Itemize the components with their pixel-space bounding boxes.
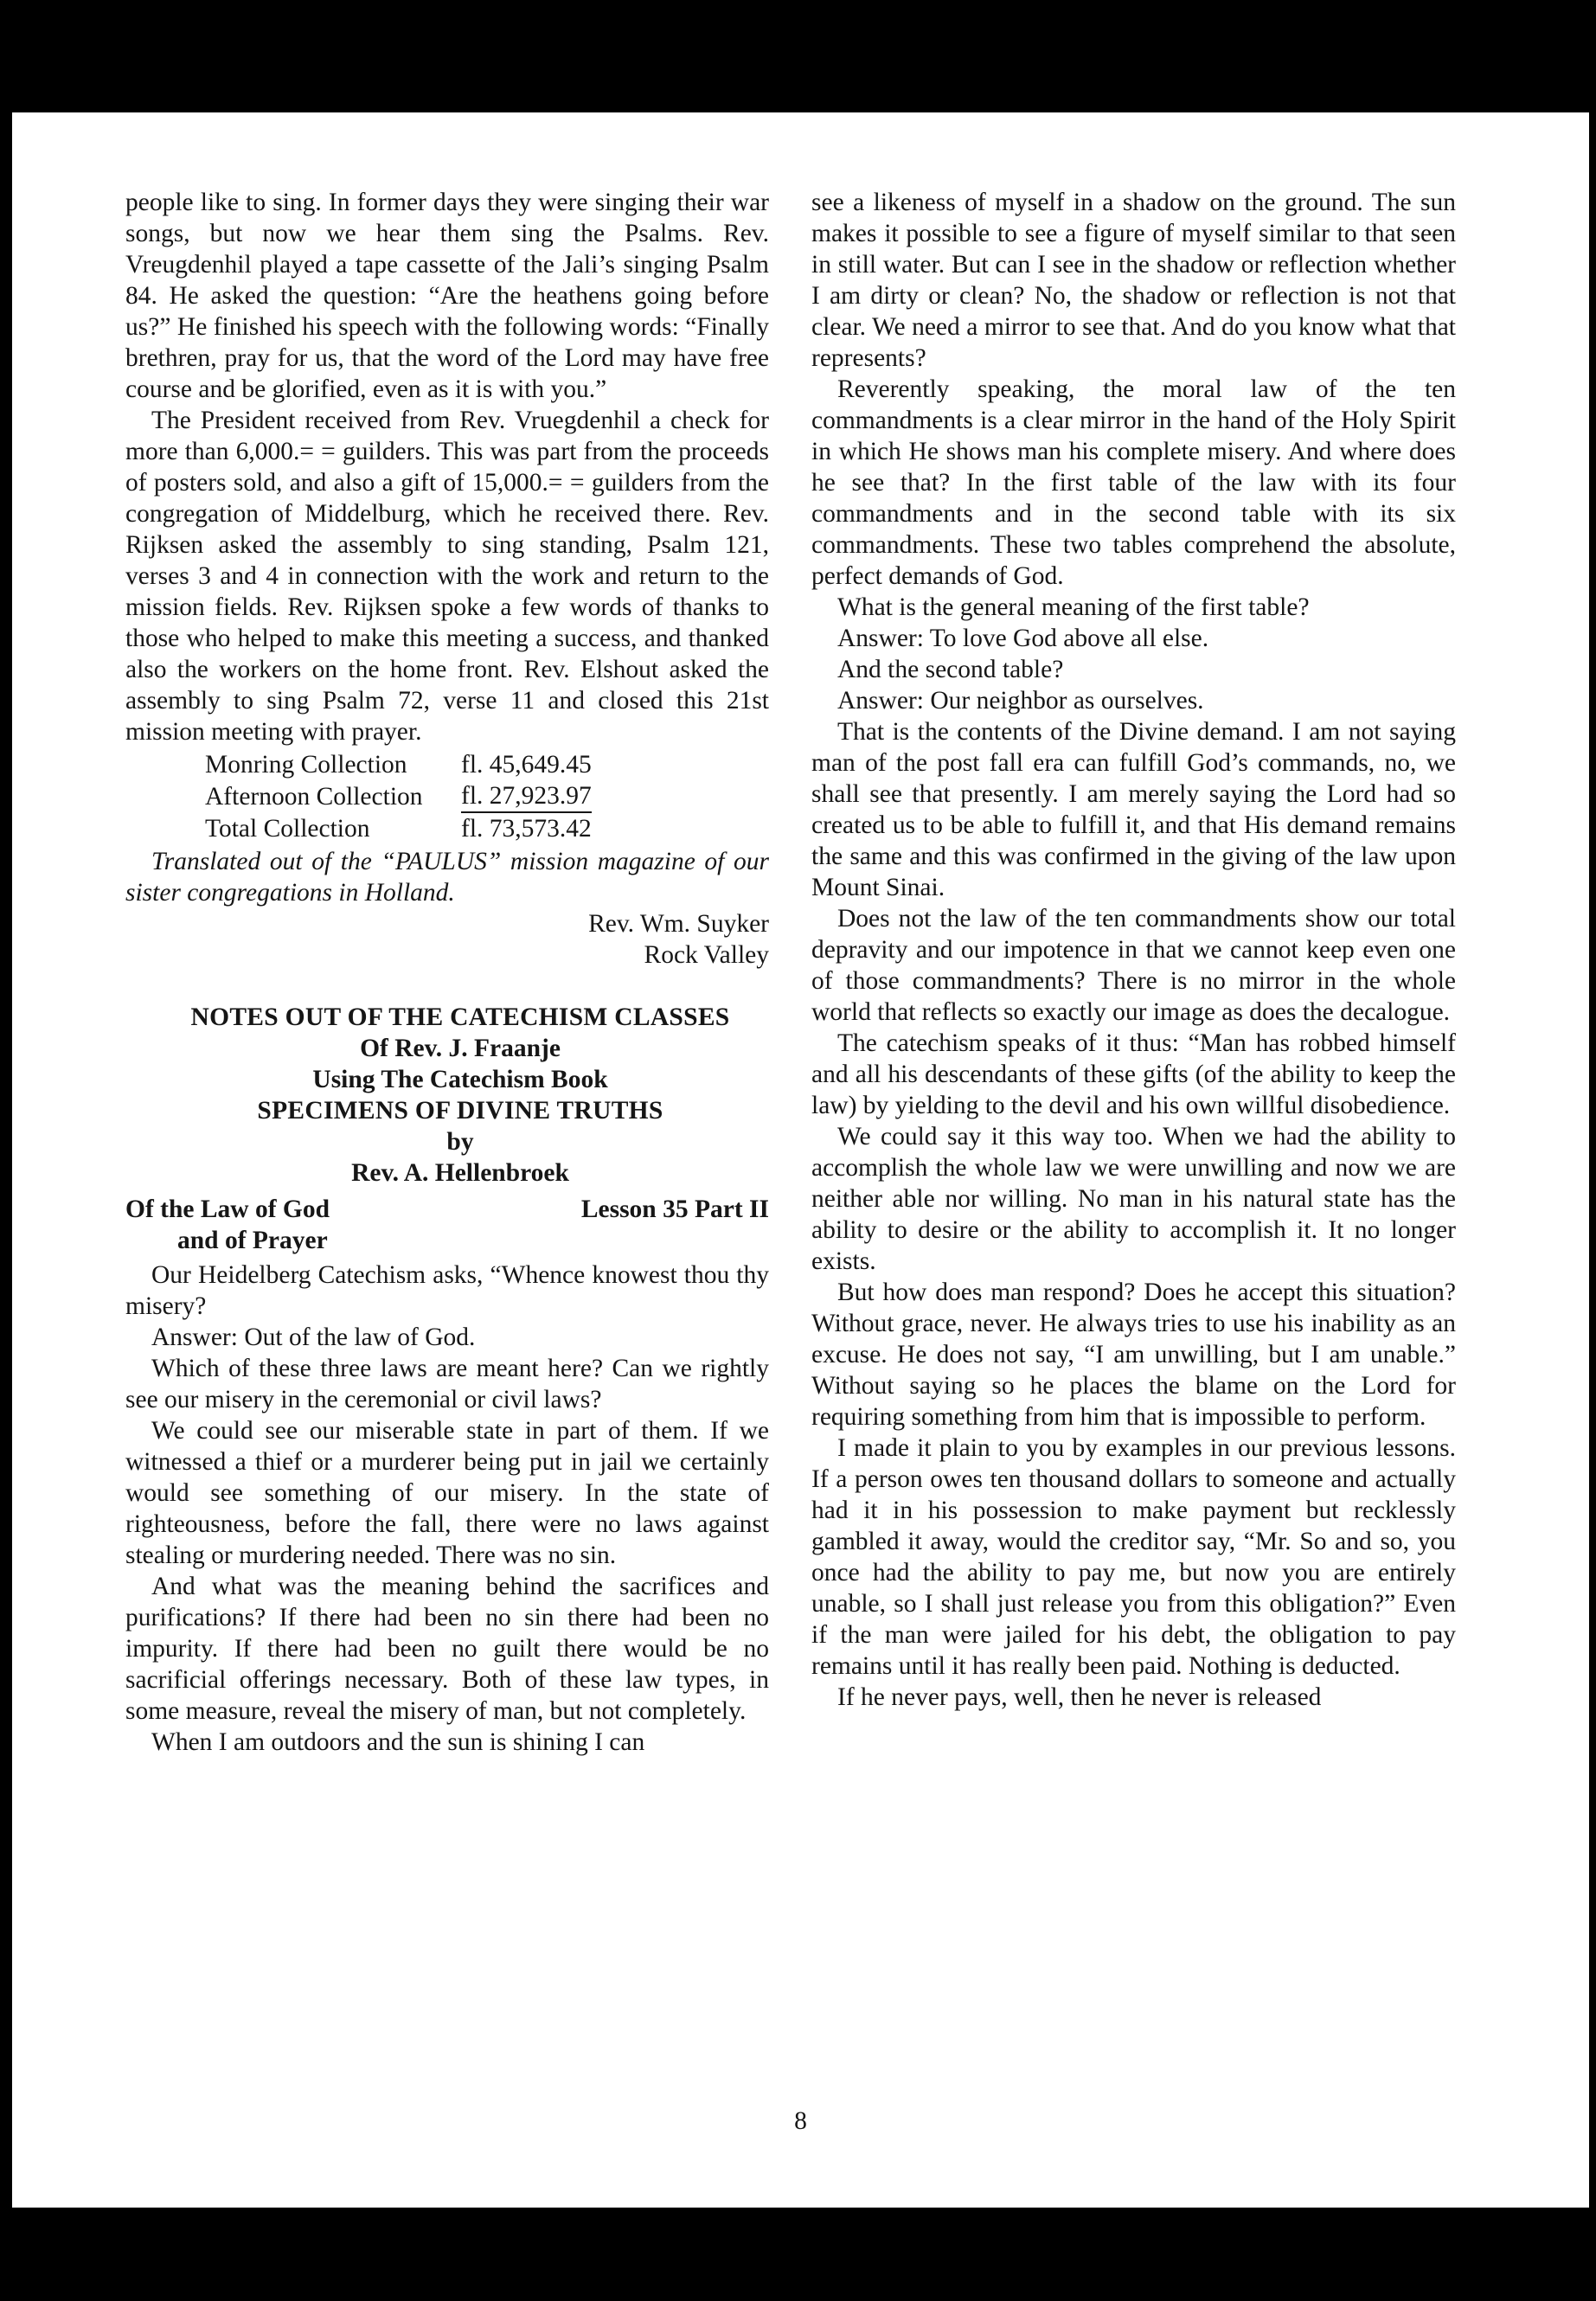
paragraph: Which of these three laws are meant here? Can we rightly see our misery in the ceremonial or civil laws? [125, 1355, 769, 1413]
paragraph: Our Heidelberg Catechism asks, “Whence knowest thou thy misery? [125, 1261, 769, 1320]
paragraph: people like to sing. In former days they were singing their war songs, but now we hear them sing the Psalms. Rev. Vreugdenhil played a tape cassette of the Jali’s singing Psalm 84. He asked the question: “Are the heathens going before us?” He finished his speech with the following words: “Finally brethren, pray for us, that the word of the Lord may have free course and be glorified, even as it is with you.” [125, 189, 769, 403]
section-heading: NOTES OUT OF THE CATECHISM CLASSES [190, 1003, 730, 1031]
lesson-number: Lesson 35 Part II [580, 1195, 769, 1223]
translation-credit: Translated out of the “PAULUS” mission magazine of our sister congregations in Holland. [125, 848, 769, 907]
spacer [125, 986, 769, 1002]
collection-total-label: Total Collection [205, 814, 370, 843]
paragraph: And what was the meaning behind the sacrifices and purifications? If there had been no sin there had been no impurity. If there had been no guilt there would be no sacrificial offerings necessary. Both of these law types, in some measure, reveal the misery of man, but not completely. [125, 1573, 769, 1725]
section-subheading: SPECIMENS OF DIVINE TRUTHS [257, 1097, 663, 1125]
document-page [12, 112, 1589, 2208]
lesson-subtitle: and of Prayer [177, 1227, 328, 1254]
collections-table [205, 749, 592, 844]
paragraph: But how does man respond? Does he accept this situation? Without grace, never. He always tries to use his inability as an excuse. He does not say, “I am unwilling, but I am unable.” Without saying so he places the blame on the Lord for requiring something from him that is impossible to perform. [811, 1279, 1456, 1431]
left-column [125, 187, 769, 1758]
paragraph: What is the general meaning of the first table? [837, 593, 1310, 621]
table-row [205, 812, 592, 844]
collection-amount: fl. 27,923.97 [461, 782, 592, 810]
paragraph: Does not the law of the ten commandments show our total depravity and our impotence in that we cannot keep even one of those commandments? There is no mirror in the whole world that reflects so exactly our image as does the decalogue. [811, 905, 1456, 1026]
paragraph: The catechism speaks of it thus: “Man has robbed himself and all his descendants of these gifts (of the ability to keep the law) by yielding to the devil and his own willful disobedience. [811, 1029, 1456, 1119]
paragraph: We could say it this way too. When we had the ability to accomplish the whole law we were unwilling and now we are neither able nor willing. No man in his natural state has the ability to desire or the ability to accomplish it. It no longer exists. [811, 1123, 1456, 1275]
paragraph: see a likeness of myself in a shadow on the ground. The sun makes it possible to see a figure of myself similar to that seen in still water. But can I see in the shadow or reflection whether I am dirty or clean? No, the shadow or reflection is not that clear. We need a mirror to see that. And do you know what that represents? [811, 189, 1456, 372]
collection-amount: fl. 45,649.45 [461, 751, 592, 779]
collection-label: Afternoon Collection [205, 782, 423, 811]
paragraph: Answer: Out of the law of God. [151, 1324, 476, 1351]
page-number: 8 [794, 2107, 807, 2135]
paragraph: That is the contents of the Divine demand. I am not saying man of the post fall era can fulfill God’s commands, no, we shall see that presently. I am merely saying the Lord had so created us to be able to fulfill it, and that His demand remains the same and this was confirmed in the giving of the law upon Mount Sinai. [811, 718, 1456, 901]
paragraph: I made it plain to you by examples in our previous lessons. If a person owes ten thousand dollars to someone and actually had it in his possession to make payment but recklessly gambled it away, would the creditor say, “Mr. So and so, you once had the ability to pay me, but now you are entirely unable, so I shall just release you from this obligation?” Even if the man were jailed for his debt, the obligation to pay remains until it has really been paid. Nothing is deducted. [811, 1434, 1456, 1680]
signature-place: Rock Valley [644, 941, 769, 969]
paragraph: We could see our miserable state in part of them. If we witnessed a thief or a murderer being put in jail we certainly would see something of our misery. In the state of righteousness, before the fall, there were no laws against stealing or murdering needed. There was no sin. [125, 1417, 769, 1569]
paragraph: Answer: Our neighbor as ourselves. [837, 687, 1204, 715]
paragraph: Answer: To love God above all else. [837, 625, 1209, 652]
lesson-title: Of the Law of God [125, 1195, 330, 1223]
table-row [205, 780, 592, 812]
paragraph: If he never pays, well, then he never is released [837, 1683, 1322, 1711]
section-author: Rev. A. Hellenbroek [351, 1159, 569, 1187]
spacer [125, 971, 769, 986]
right-column [811, 187, 1456, 1713]
table-row [205, 749, 592, 780]
scan-border-left [0, 0, 12, 2301]
collection-label: Monring Collection [205, 751, 407, 779]
paragraph: Reverently speaking, the moral law of the ten commandments is a clear mirror in the hand of the Holy Spirit in which He shows man his complete misery. And where does he see that? In the first table of the law with its four commandments and in the second table with its six commandments. These two tables comprehend the absolute, perfect demands of God. [811, 375, 1456, 590]
section-subheading: Of Rev. J. Fraanje [360, 1035, 561, 1062]
collection-total-amount: fl. 73,573.42 [461, 812, 592, 844]
section-subheading: Using The Catechism Book [312, 1066, 608, 1093]
paragraph: When I am outdoors and the sun is shining I can [151, 1728, 645, 1756]
scan-border-bottom [0, 2208, 1596, 2301]
scan-border-right [1589, 0, 1596, 2301]
paragraph: The President received from Rev. Vruegdenhil a check for more than 6,000.= = guilders. This was part from the proceeds of posters sold, and also a gift of 15,000.= = guilders from the congregation of Middelburg, which he received there. Rev. Rijksen asked the assembly to sing standing, Psalm 121, verses 3 and 4 in connection with the work and return to the mission fields. Rev. Rijksen spoke a few words of thanks to those who helped to make this meeting a success, and thanked also the workers on the home front. Rev. Elshout asked the assembly to sing Psalm 72, verse 11 and closed this 21st mission meeting with prayer. [125, 407, 769, 746]
signature-name: Rev. Wm. Suyker [588, 910, 769, 938]
paragraph: And the second table? [837, 656, 1064, 683]
section-subheading: by [446, 1128, 474, 1156]
lesson-header [125, 1194, 769, 1225]
scan-border-top [0, 0, 1596, 112]
